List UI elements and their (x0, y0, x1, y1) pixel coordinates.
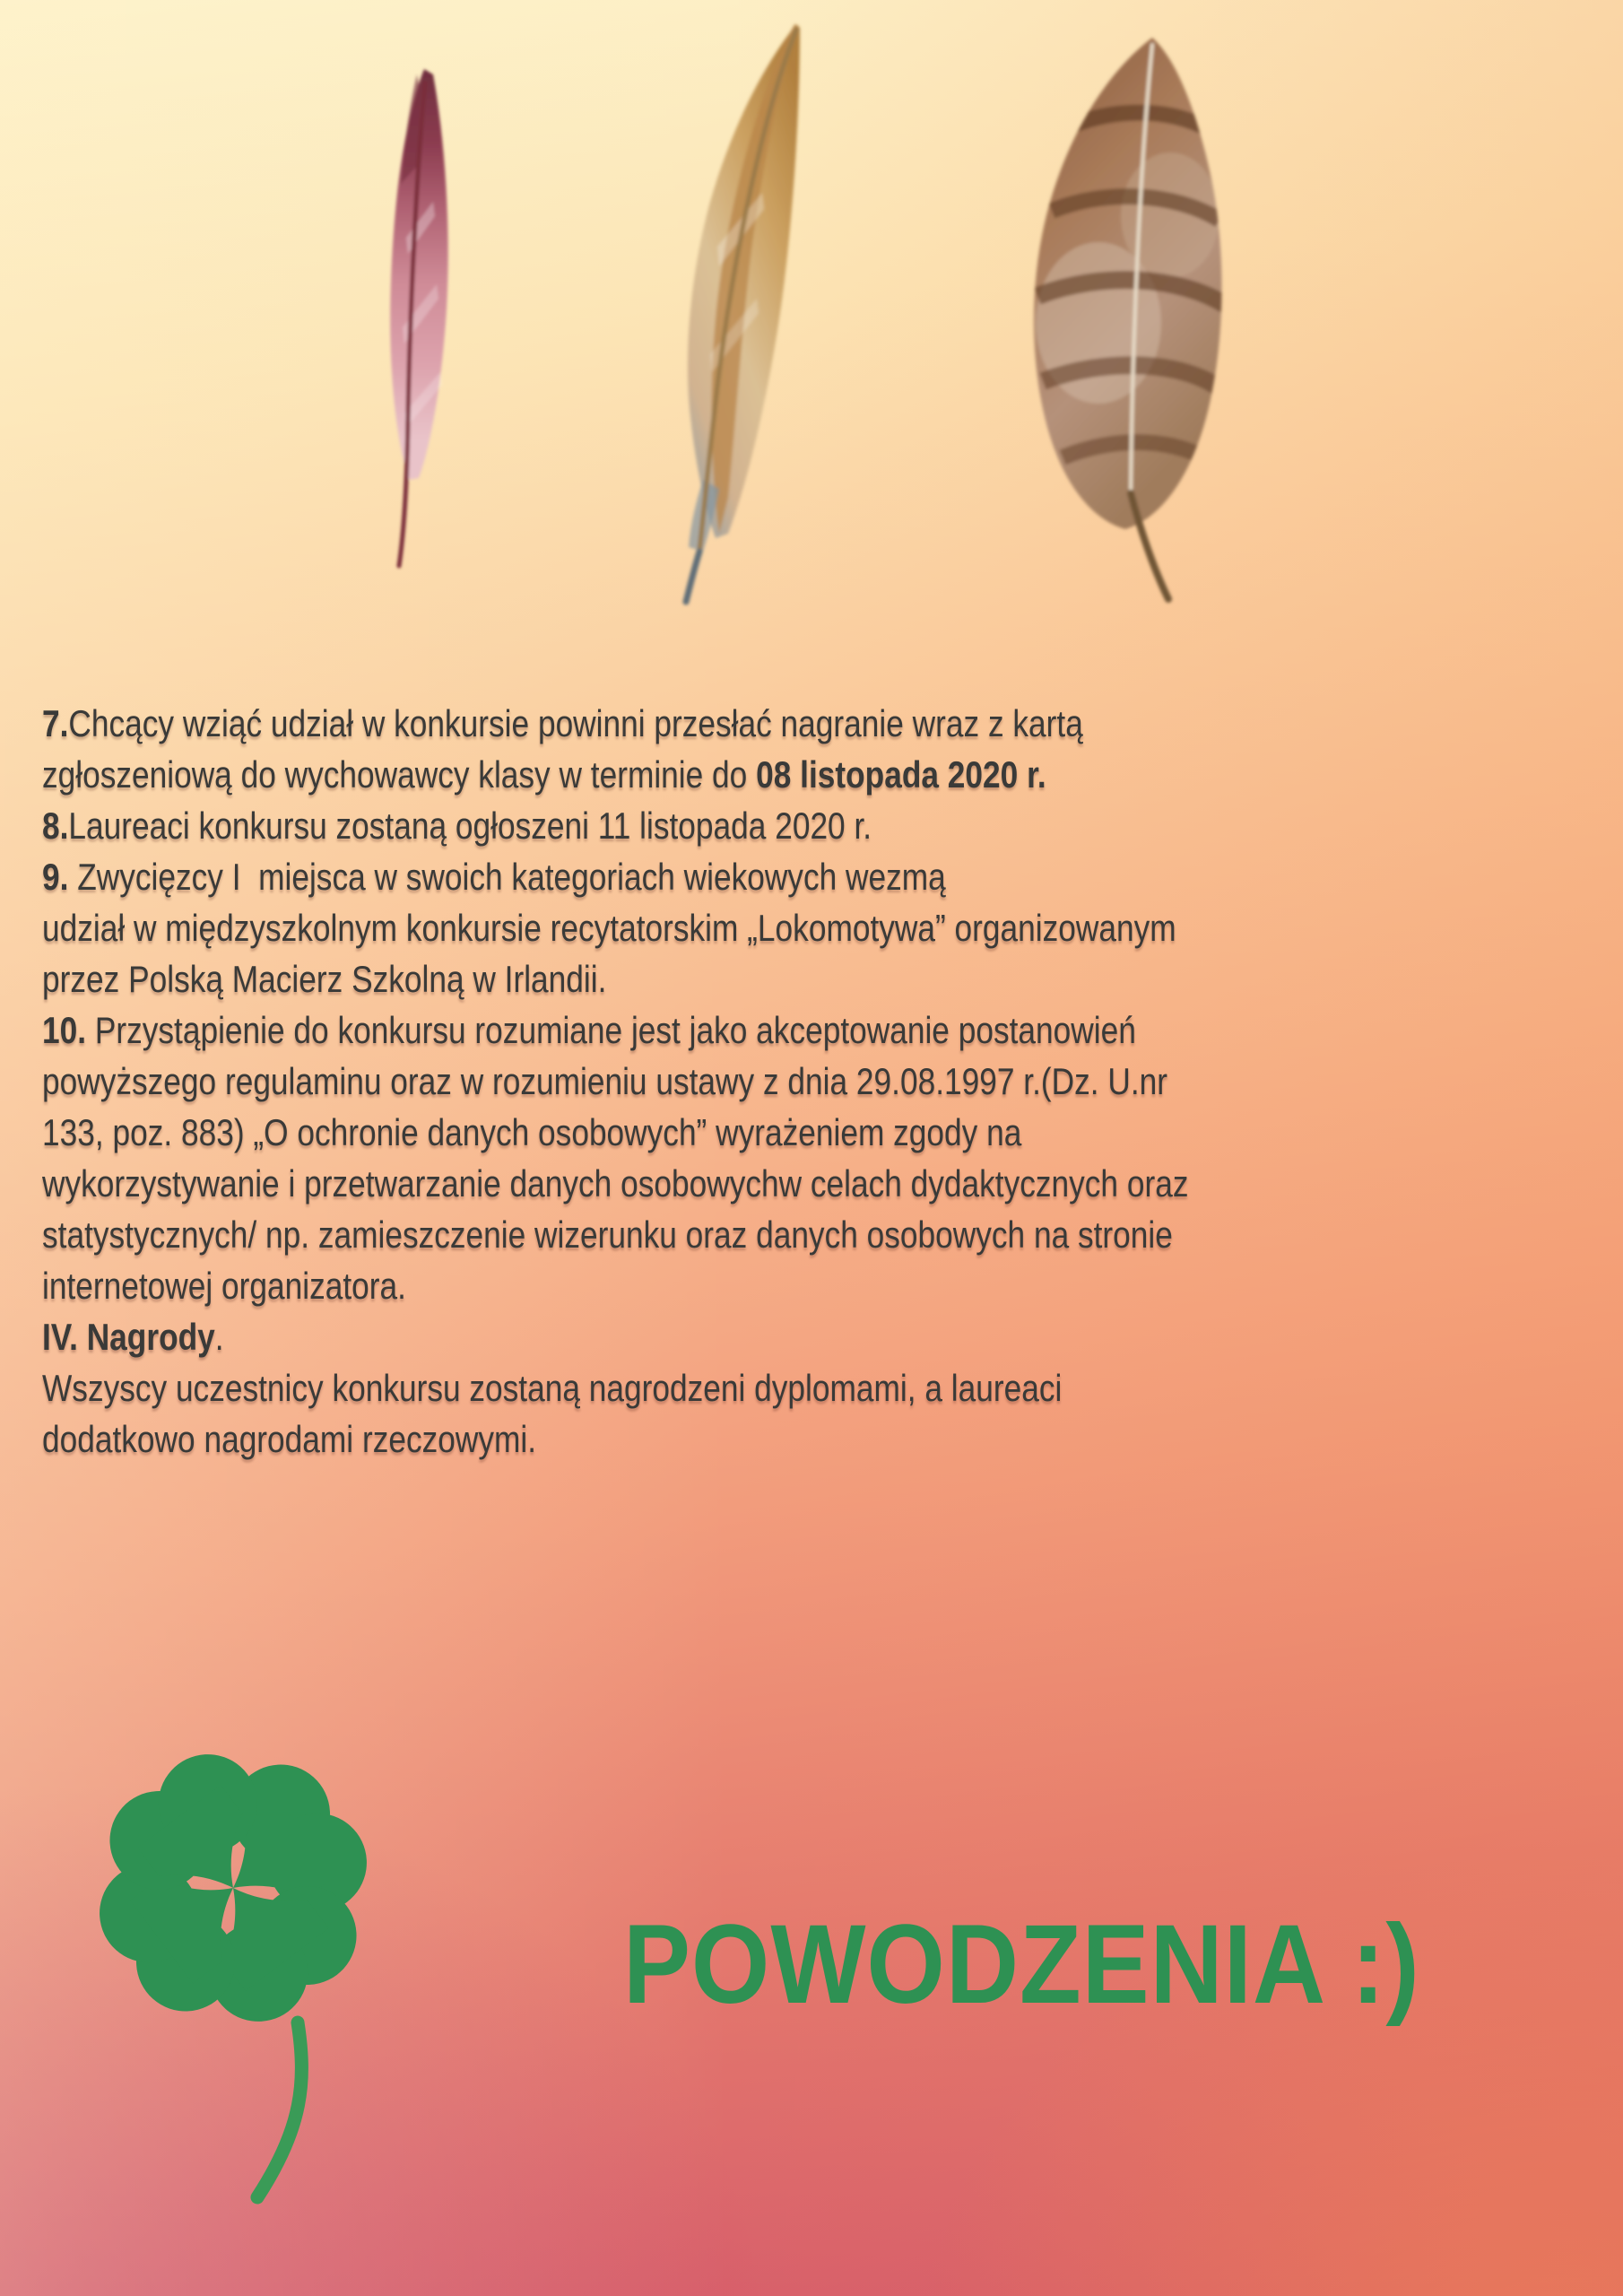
rules-line: 8.Laureaci konkursu zostaną ogłoszeni 11 listopada 2020 r. (42, 804, 872, 847)
rules-text (42, 698, 1188, 1465)
rules-line: udział w międzyszkolnym konkursie recytatorskim „Lokomotywa” organizowanym (42, 907, 1176, 949)
rules-line: zgłoszeniową do wychowawcy klasy w terminie do 08 listopada 2020 r. (42, 753, 1046, 796)
clover-stem (257, 2022, 301, 2197)
rules-line: powyższego regulaminu oraz w rozumieniu ustawy z dnia 29.08.1997 r.(Dz. U.nr (42, 1060, 1168, 1102)
feather-golden-illustration (664, 13, 825, 610)
rules-line: 7.Chcący wziąć udział w konkursie powinni przesłać nagranie wraz z kartą (42, 702, 1083, 744)
rules-line: 133, poz. 883) „O ochronie danych osobowych” wyrażeniem zgody na (42, 1111, 1022, 1153)
good-luck-message: POWODZENIA :) (623, 1902, 1420, 2027)
rules-line: 10. Przystąpienie do konkursu rozumiane jest jako akceptowanie postanowień (42, 1009, 1136, 1051)
feather-brown-barred-illustration (1018, 27, 1233, 610)
rules-line: statystycznych/ np. zamieszczenie wizerunku oraz danych osobowych na stronie (42, 1213, 1173, 1256)
rules-line: 9. Zwycięzcy I miejsca w swoich kategoriach wiekowych wezmą (42, 856, 946, 898)
four-leaf-clover-illustration (72, 1704, 395, 2206)
feather-pink-illustration (354, 58, 489, 578)
rules-line: Wszyscy uczestnicy konkursu zostaną nagrodzeni dyplomami, a laureaci (42, 1367, 1063, 1409)
rules-line: IV. Nagrody. (42, 1316, 224, 1358)
rules-line: wykorzystywanie i przetwarzanie danych osobowychw celach dydaktycznych oraz (42, 1162, 1189, 1205)
rules-line: dodatkowo nagrodami rzeczowymi. (42, 1418, 537, 1460)
rules-line: internetowej organizatora. (42, 1265, 406, 1307)
rules-line: przez Polską Macierz Szkolną w Irlandii. (42, 958, 607, 1000)
